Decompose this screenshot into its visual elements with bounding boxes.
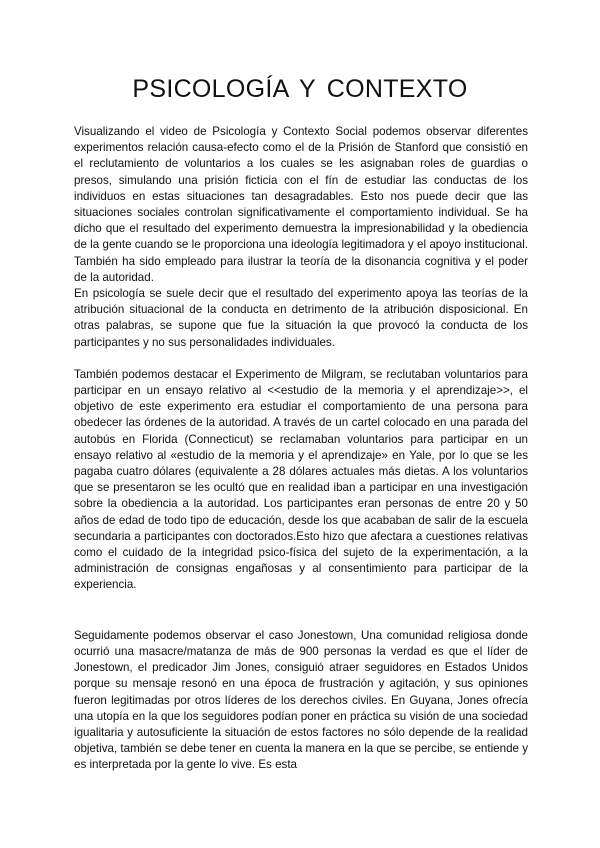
paragraph-spacer xyxy=(74,351,528,367)
page-title: PSICOLOGÍA Y CONTEXTO xyxy=(132,75,468,103)
paragraph-spacer xyxy=(74,594,528,628)
paragraph-jonestown: Seguidamente podemos observar el caso Jonestown, Una comunidad religiosa donde ocurrió una masacre/matanza de más de 900 personas la verdad es que el líder de Jonestown, el predicador Jim Jones, consiguió atraer seguidores en Estados Unidos porque su mensaje resonó en una época de frustración y agitación, y sus opiniones fueron legitimadas por otros líderes de los derechos civiles. En Guyana, Jones ofrecía una utopía en la que los seguidores podían poner en práctica su visión de una sociedad igualitaria y autosuficiente la situación de estos factores no sólo depende de la realidad objetiva, también se debe tener en cuenta la manera en la que se percibe, se entiende y es interpretada por la gente lo vive. Es esta xyxy=(74,628,528,772)
document-body xyxy=(74,124,528,774)
paragraph-milgram-experiment: También podemos destacar el Experimento de Milgram, se reclutaban voluntarios para participar en un ensayo relativo al <<estudio de la memoria y el aprendizaje>>, el objetivo de este experimento era estudiar el comportamiento de una persona para obedecer las órdenes de la autoridad. A través de un cartel colocado en una parada del autobús en Florida (Connecticut) se reclamaban voluntarios para participar en un ensayo relativo al «estudio de la memoria y el aprendizaje» en Yale, por lo que se les pagaba cuatro dólares (equivalente a 28 dólares actuales más dietas. A los voluntarios que se presentaron se les ocultó que en realidad iban a participar en una investigación sobre la obediencia a la autoridad. Los participantes eran personas de entre 20 y 50 años de edad de todo tipo de educación, desde los que acababan de salir de la escuela secundaria a participantes con doctorados.Esto hizo que afectara a cuestiones relativas como el cuidado de la integridad psico-física del sujeto de la experimentación, a la administración de consignas engañosas y al consentimiento para participar de la experiencia. xyxy=(74,367,528,592)
paragraph-stanford-prison: Visualizando el video de Psicología y Contexto Social podemos observar diferentes experimentos relación causa-efecto como el de la Prisión de Stanford que consistió en el reclutamiento de voluntarios a los cuales se les asignaban roles de guardias o presos, simulando una prisión ficticia con el fín de estudiar las conductas de los individuos en estas situaciones tan desagradables. Esto nos puede decir que las situaciones sociales controlan significativamente el comportamiento individual. Se ha dicho que el resultado del experimento demuestra la impresionabilidad y la obediencia de la gente cuando se le proporciona una ideología legitimadora y el apoyo institucional. También ha sido empleado para ilustrar la teoría de la disonancia cognitiva y el poder de la autoridad. xyxy=(74,125,528,284)
paragraph-situational-attribution: En psicología se suele decir que el resultado del experimento apoya las teorías de la atribución situacional de la conducta en detrimento de la atribución disposicional. En otras palabras, se supone que fue la situación la que provocó la conducta de los participantes y no sus personalidades individuales. xyxy=(74,287,528,349)
